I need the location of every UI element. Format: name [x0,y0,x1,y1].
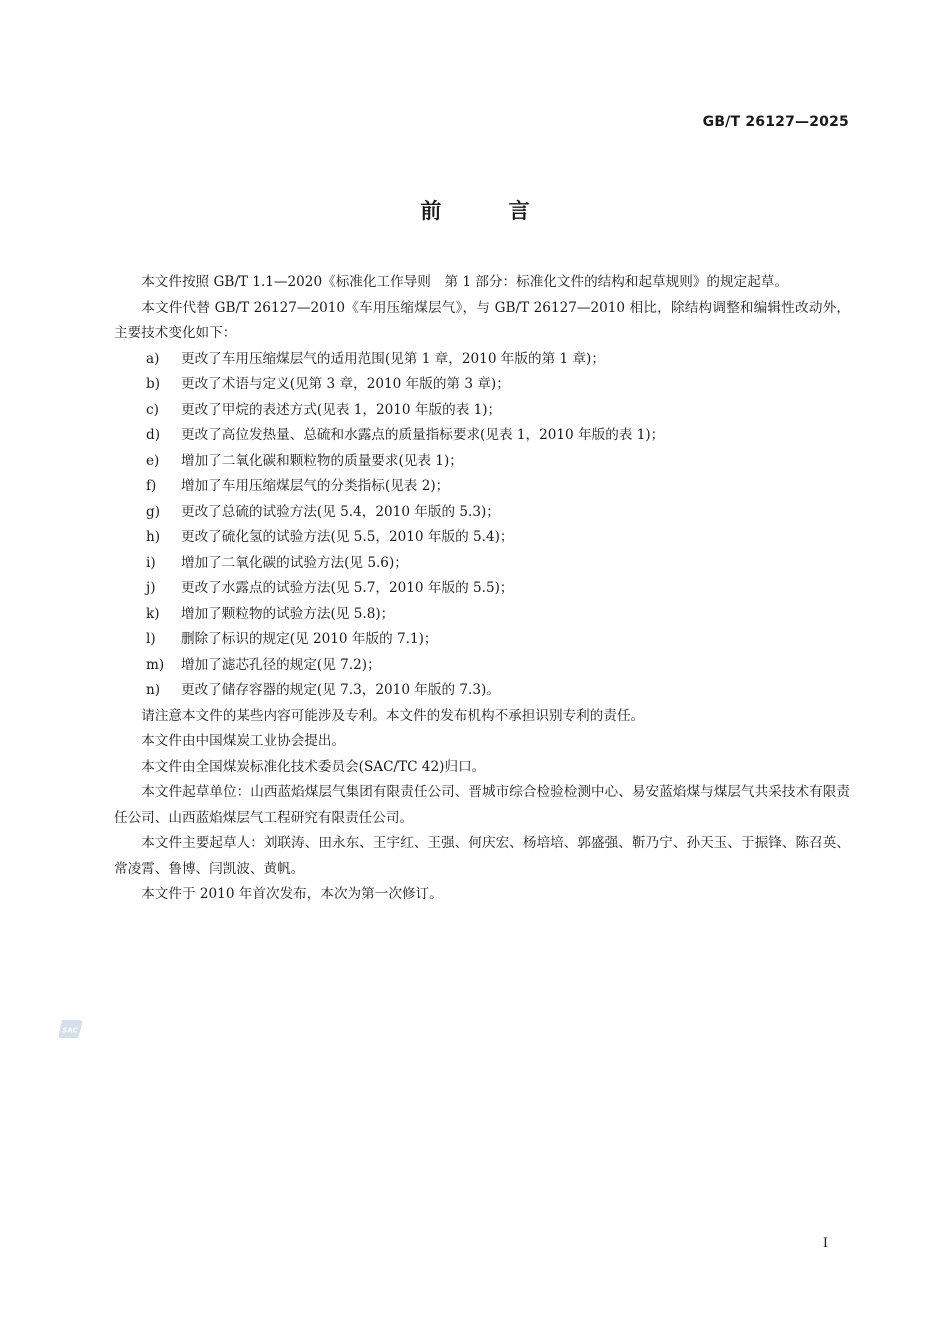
list-item-label: j) [146,580,156,596]
list-item [114,678,850,704]
page-title [0,195,950,225]
standard-number: GB/T 26127—2025 [702,114,849,130]
list-item-text: 增加了二氧化碳和颗粒物的质量要求(见表 1)； [181,452,463,469]
page-number: I [822,1236,828,1251]
sac-logo-text: SAC [62,1026,78,1035]
list-item [114,449,850,475]
list-item [114,500,850,526]
list-item-text: 更改了硫化氢的试验方法(见 5.5，2010 年版的 5.4)； [181,529,514,545]
list-item-label: k) [146,605,160,622]
list-item [114,551,850,577]
list-item-text: 更改了甲烷的表述方式(见表 1，2010 年版的表 1)； [181,401,502,418]
list-item-label: n) [146,682,161,698]
list-item-text: 删除了标识的规定(见 2010 年版的 7.1)； [181,631,438,647]
foreword-body [114,270,850,908]
paragraph: 本文件主要起草人：刘联涛、田永东、王宇红、王强、何庆宏、杨培培、郭盛强、靳乃宁、孙天玉、于振锋、陈召英、常凌霄、鲁博、闫凯波、黄帆。 [114,835,850,877]
list-item [114,602,850,628]
list-item-text: 增加了车用压缩煤层气的分类指标(见表 2)； [181,478,450,494]
list-item [114,347,850,373]
list-item [114,576,850,602]
list-item-text: 更改了储存容器的规定(见 7.3，2010 年版的 7.3)。 [181,682,500,698]
title-char-1: 前 [420,199,442,223]
list-item [114,423,850,449]
list-item-label: a) [146,350,160,367]
list-item [114,372,850,398]
list-item-label: f) [146,478,157,494]
list-item-text: 更改了术语与定义(见第 3 章，2010 年版的第 3 章)； [181,376,510,392]
list-item [114,474,850,500]
list-item-label: c) [146,401,159,418]
list-item-text: 增加了滤芯孔径的规定(见 7.2)； [181,656,381,673]
list-item-label: d) [146,427,161,443]
paragraph: 本文件由全国煤炭标准化技术委员会(SAC/TC 42)归口。 [141,758,486,775]
list-item-text: 更改了高位发热量、总硫和水露点的质量指标要求(见表 1，2010 年版的表 1)； [181,427,665,443]
list-item [114,525,850,551]
paragraph: 本文件按照 GB/T 1.1—2020《标准化工作导则 第 1 部分：标准化文件的结构和起草规则》的规定起草。 [141,274,788,290]
sac-logo-icon [58,1018,84,1040]
list-item-text: 更改了车用压缩煤层气的适用范围(见第 1 章，2010 年版的第 1 章)； [181,350,605,367]
paragraph: 本文件起草单位：山西蓝焰煤层气集团有限责任公司、晋城市综合检验检测中心、易安蓝焰煤与煤层气共采技术有限责任公司、山西蓝焰煤层气工程研究有限责任公司。 [114,784,850,826]
list-item [114,653,850,679]
list-item-label: e) [146,452,160,469]
list-item-label: l) [146,631,156,647]
change-list [114,347,850,704]
list-item-label: g) [146,503,161,520]
list-item-text: 增加了颗粒物的试验方法(见 5.8)； [181,605,395,622]
list-item [114,398,850,424]
list-item [114,627,850,653]
list-item-label: m) [146,656,165,673]
list-item-text: 增加了二氧化碳的试验方法(见 5.6)； [181,554,408,571]
list-item-label: h) [146,529,161,545]
list-item-text: 更改了水露点的试验方法(见 5.7，2010 年版的 5.5)； [181,580,514,596]
paragraph: 本文件由中国煤炭工业协会提出。 [141,733,346,749]
paragraph: 本文件于 2010 年首次发布，本次为第一次修订。 [141,886,443,902]
list-item-label: b) [146,376,161,392]
paragraph: 本文件代替 GB/T 26127—2010《车用压缩煤层气》，与 GB/T 26127—2010 相比，除结构调整和编辑性改动外，主要技术变化如下： [114,299,850,341]
title-char-2: 言 [508,199,530,223]
list-item-text: 更改了总硫的试验方法(见 5.4，2010 年版的 5.3)； [181,503,500,520]
paragraph: 请注意本文件的某些内容可能涉及专利。本文件的发布机构不承担识别专利的责任。 [141,707,645,724]
list-item-label: i) [146,554,156,571]
